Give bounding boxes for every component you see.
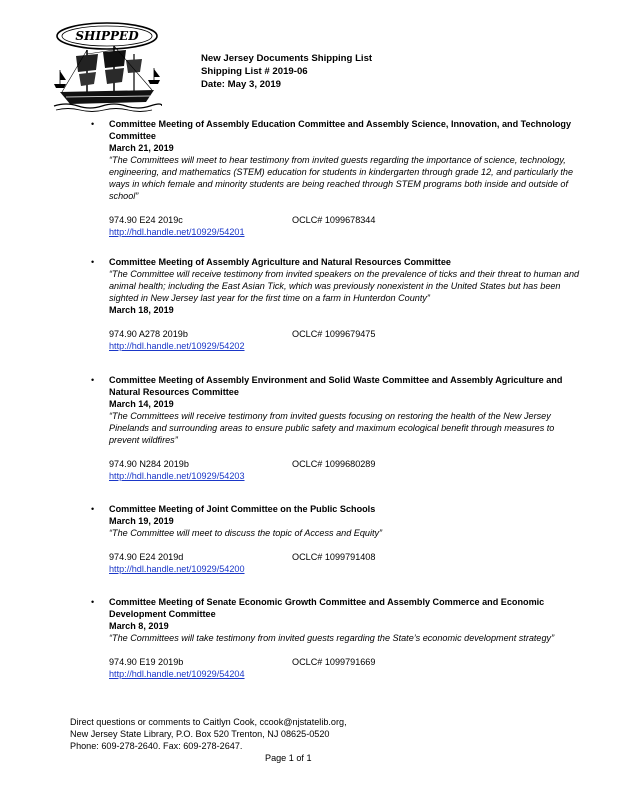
entry-oclc-number: OCLC# 1099791669 <box>292 657 376 667</box>
entry-date: March 8, 2019 <box>109 621 169 631</box>
header-title: New Jersey Documents Shipping List <box>201 53 373 64</box>
shipping-list-header <box>201 52 372 91</box>
footer-phone-line: Phone: 609-278-2640. Fax: 609-278-2647. <box>70 741 243 751</box>
entry-date: March 18, 2019 <box>109 305 174 315</box>
entry-title: Committee Meeting of Joint Committee on the Public Schools <box>109 504 376 514</box>
entry-date: March 19, 2019 <box>109 516 174 526</box>
entry-title: Committee Meeting of Senate Economic Growth Committee and Assembly Commerce and Economic Development Committee <box>109 597 545 619</box>
entry-call-number: 974.90 A278 2019b <box>109 329 188 339</box>
entry-description: “The Committee will meet to discuss the topic of Access and Equity” <box>109 528 383 538</box>
header-list-number: Shipping List # 2019-06 <box>201 66 308 77</box>
entry-handle-link[interactable]: http://hdl.handle.net/10929/54200 <box>109 564 245 574</box>
entry-description: “The Committee will receive testimony from invited speakers on the prevalence of ticks and their threat to human and animal health; including the East Asian Tick, which was previously nonexistent in the United States but has been sighted in New Jersey last year for the first time on a farm in Hunterdon County” <box>109 269 580 303</box>
entry-call-number: 974.90 E24 2019d <box>109 552 184 562</box>
footer-address-line: New Jersey State Library, P.O. Box 520 Trenton, NJ 08625-0520 <box>70 729 330 739</box>
contact-footer <box>70 716 347 752</box>
bullet: • <box>91 119 95 129</box>
entry-oclc-number: OCLC# 1099680289 <box>292 459 376 469</box>
bullet: • <box>91 504 95 514</box>
entry-date: March 21, 2019 <box>109 143 174 153</box>
entry-handle-link[interactable]: http://hdl.handle.net/10929/54204 <box>109 669 245 679</box>
entry-title: Committee Meeting of Assembly Environment and Solid Waste Committee and Assembly Agriculture and Natural Resources Committee <box>109 375 563 397</box>
entry-handle-link[interactable]: http://hdl.handle.net/10929/54201 <box>109 227 245 237</box>
shipped-logo-text: SHIPPED <box>75 29 139 43</box>
entry-call-number: 974.90 E24 2019c <box>109 215 183 225</box>
entry-title: Committee Meeting of Assembly Agriculture and Natural Resources Committee <box>109 257 451 267</box>
shipped-ship-logo <box>52 14 162 112</box>
entry-call-number: 974.90 N284 2019b <box>109 459 189 469</box>
entry-description: “The Committees will receive testimony from invited guests focusing on restoring the health of the New Jersey Pinelands and surrounding areas to ensure public safety and maximum ecological benefit through measures to prevent wildfires” <box>109 411 555 445</box>
entry-date: March 14, 2019 <box>109 399 174 409</box>
entry-handle-link[interactable]: http://hdl.handle.net/10929/54202 <box>109 341 245 351</box>
header-date: Date: May 3, 2019 <box>201 79 281 90</box>
entry-oclc-number: OCLC# 1099679475 <box>292 329 376 339</box>
entry-handle-link[interactable]: http://hdl.handle.net/10929/54203 <box>109 471 245 481</box>
entry-title: Committee Meeting of Assembly Education Committee and Assembly Science, Innovation, and Technology Committee <box>109 119 572 141</box>
bullet: • <box>91 597 95 607</box>
bullet: • <box>91 375 95 385</box>
page-number: Page 1 of 1 <box>265 753 312 763</box>
entry-description: “The Committees will take testimony from invited guests regarding the State’s economic development strategy” <box>109 633 555 643</box>
entry-description: “The Committees will meet to hear testimony from invited guests regarding the importance of science, technology, engineering, and mathematics (STEM) education for students in kindergarten through grade 12, and particularly the ways in which female and minority students are being reached through STEM programs both inside and outside of school” <box>109 155 574 201</box>
entry-call-number: 974.90 E19 2019b <box>109 657 184 667</box>
bullet: • <box>91 257 95 267</box>
entry-oclc-number: OCLC# 1099678344 <box>292 215 376 225</box>
footer-contact-line: Direct questions or comments to Caitlyn Cook, ccook@njstatelib.org, <box>70 717 347 727</box>
entry-oclc-number: OCLC# 1099791408 <box>292 552 376 562</box>
